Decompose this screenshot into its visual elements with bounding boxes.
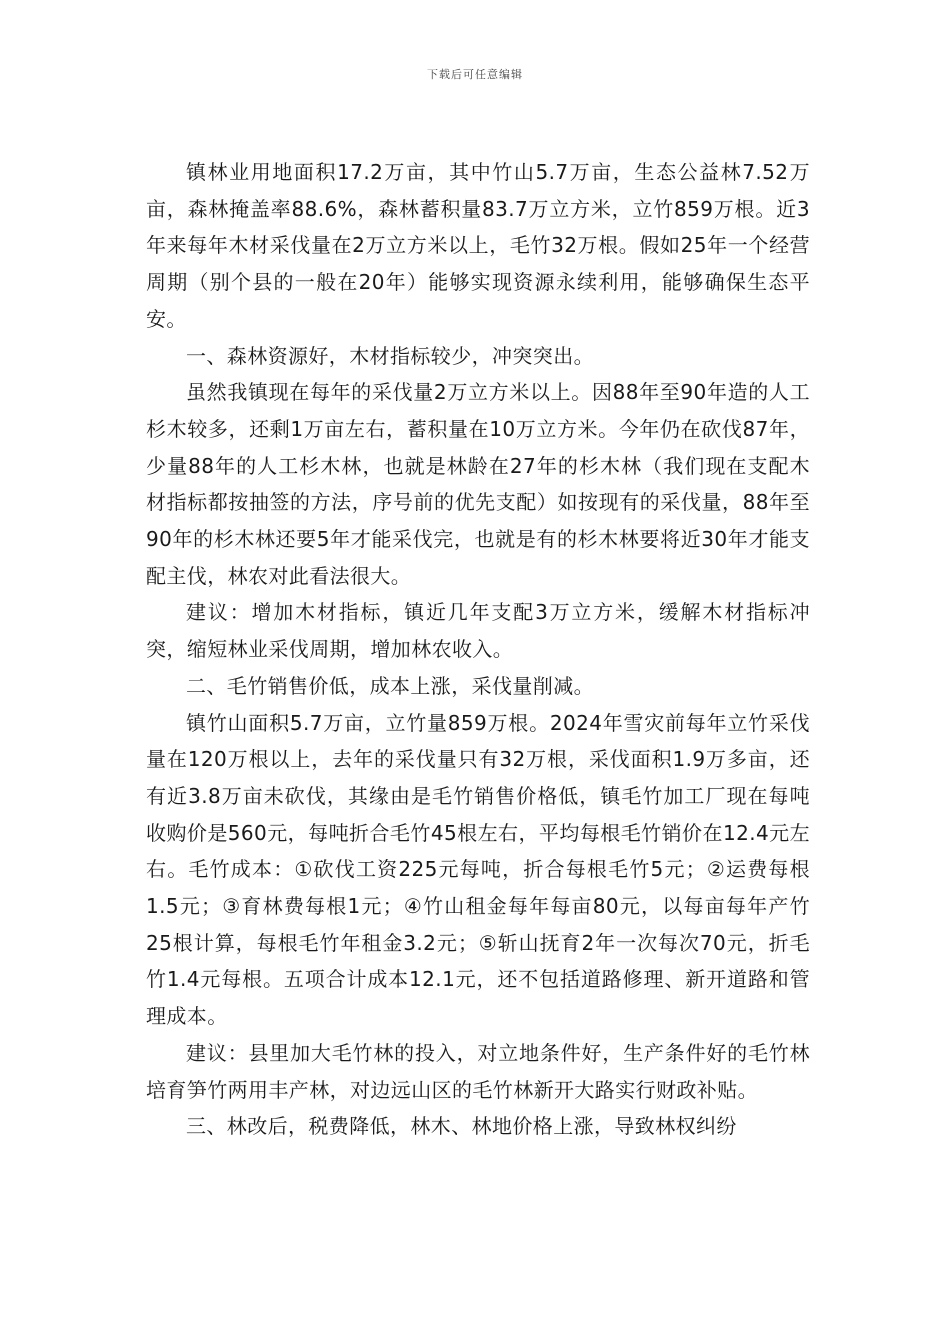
paragraph-timber-harvest: 虽然我镇现在每年的采伐量2万立方米以上。因88年至90年造的人工杉木较多，还剩1万亩左右，蓄积量在10万立方米。今年仍在砍伐87年，少量88年的人工杉木林，也就是林龄在27年的杉木林（我们现在支配木材指标都按抽签的方法，序号前的优先支配）如按现有的采伐量，88年至90年的杉木林还要5年才能采伐完，也就是有的杉木林要将近30年才能支配主伐，林农对此看法很大。 [146, 380, 810, 588]
paragraph-forest-overview: 镇林业用地面积17.2万亩，其中竹山5.7万亩，生态公益林7.52万亩，森林掩盖率88.6%，森林蓄积量83.7万立方米，立竹859万根。近3年来每年木材采伐量在2万立方米以上，毛竹32万根。假如25年一个经营周期（别个县的一般在20年）能够实现资源永续利用，能够确保生态平安。 [146, 160, 810, 331]
heading-section-2: 二、毛竹销售价低，成本上涨，采伐量削减。 [186, 673, 594, 698]
document-body [146, 154, 810, 1145]
heading-section-3: 三、林改后，税费降低，林木、林地价格上涨，导致林权纠纷 [186, 1114, 737, 1139]
page-header: 下载后可任意编辑 [427, 68, 523, 81]
heading-section-1: 一、森林资源好，木材指标较少，冲突突出。 [186, 343, 594, 368]
paragraph-suggestion-2: 建议：县里加大毛竹林的投入，对立地条件好，生产条件好的毛竹林培育笋竹两用丰产林，对边远山区的毛竹林新开大路实行财政补贴。 [146, 1040, 810, 1102]
paragraph-bamboo-cost: 镇竹山面积5.7万亩，立竹量859万根。2024年雪灾前每年立竹采伐量在120万根以上，去年的采伐量只有32万根，采伐面积1.9万多亩，还有近3.8万亩未砍伐，其缘由是毛竹销售价格低，镇毛竹加工厂现在每吨收购价是560元，每吨折合毛竹45根左右，平均每根毛竹销价在12.4元左右。毛竹成本：①砍伐工资225元每吨，折合每根毛竹5元；②运费每根1.5元；③育林费每根1元；④竹山租金每年每亩80元，以每亩每年产竹25根计算，每根毛竹年租金3.2元；⑤斩山抚育2年一次每次70元，折毛竹1.4元每根。五项合计成本12.1元，还不包括道路修理、新开道路和管理成本。 [146, 710, 810, 1029]
paragraph-suggestion-1: 建议：增加木材指标，镇近几年支配3万立方米，缓解木材指标冲突，缩短林业采伐周期，增加林农收入。 [146, 600, 810, 662]
